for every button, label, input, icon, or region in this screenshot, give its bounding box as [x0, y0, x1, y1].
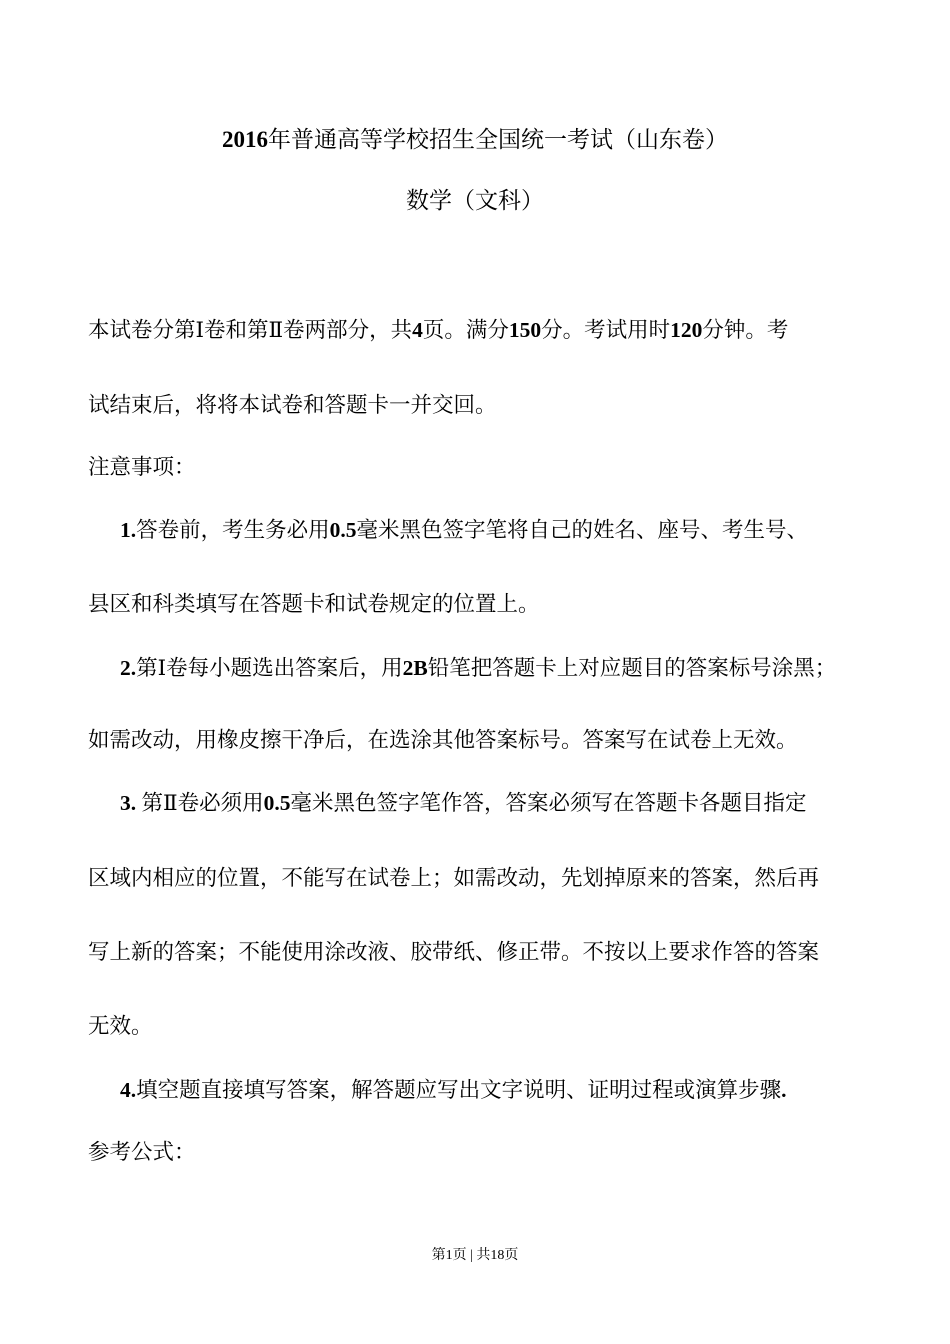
notes-heading: 注意事项：	[88, 455, 196, 479]
footer-text: 第	[431, 1248, 446, 1263]
text-bold: 120	[670, 318, 703, 342]
note-item-3-cont-3: 无效。	[88, 1014, 153, 1038]
text: 毫米黑色签字笔作答，答案必须写在答题卡各题目指定	[290, 791, 807, 815]
text-bold: 0.5	[263, 791, 291, 815]
note-item-1-cont: 县区和科类填写在答题卡和试卷规定的位置上。	[88, 592, 540, 616]
text: 本试卷分第Ⅰ卷和第Ⅱ卷两部分，共	[88, 318, 413, 342]
text-bold: 0.5	[329, 518, 357, 542]
page-title	[0, 125, 950, 155]
note-item-1	[120, 515, 808, 545]
item-number: 1.	[120, 518, 137, 542]
formula-heading: 参考公式：	[88, 1140, 196, 1164]
note-item-3-cont-1: 区域内相应的位置，不能写在试卷上；如需改动，先划掉原来的答案，然后再	[88, 866, 820, 890]
text: 毫米黑色签字笔将自己的姓名、座号、考生号、	[356, 518, 809, 542]
text-bold: .	[781, 1078, 787, 1102]
text: 铅笔把答题卡上对应题目的答案标号涂黑；	[427, 656, 837, 680]
note-item-2	[120, 653, 836, 683]
item-number: 2.	[120, 656, 137, 680]
total-pages: 18	[490, 1248, 505, 1263]
note-item-3-cont-2: 写上新的答案；不能使用涂改液、胶带纸、修正带。不按以上要求作答的答案	[88, 940, 820, 964]
title-text: 年普通高等学校招生全国统一考试（山东卷）	[268, 127, 728, 152]
item-number: 4.	[120, 1078, 137, 1102]
intro-line-2: 试结束后，将将本试卷和答题卡一并交回。	[88, 393, 497, 417]
text: 答卷前，考生务必用	[136, 518, 330, 542]
footer-text: 页 | 共	[452, 1248, 491, 1263]
intro-line-1	[88, 315, 788, 345]
text: 第Ⅱ卷必须用	[141, 791, 264, 815]
text: 分钟。考	[702, 318, 789, 342]
text: 页。满分	[422, 318, 509, 342]
text-bold: 2B	[402, 656, 428, 680]
page-footer	[0, 1241, 950, 1271]
note-item-4	[120, 1075, 787, 1105]
text-bold: 4	[412, 318, 423, 342]
note-item-3	[120, 788, 807, 818]
item-number: 3.	[120, 791, 137, 815]
current-page: 1	[445, 1248, 453, 1263]
text: 分。考试用时	[541, 318, 671, 342]
text: 第Ⅰ卷每小题选出答案后，用	[136, 656, 403, 680]
text: 填空题直接填写答案，解答题应写出文字说明、证明过程或演算步骤	[136, 1078, 782, 1102]
page-subtitle: 数学（文科）	[406, 188, 544, 213]
note-item-2-cont: 如需改动，用橡皮擦干净后，在选涂其他答案标号。答案写在试卷上无效。	[88, 728, 798, 752]
text-bold: 150	[508, 318, 542, 342]
title-year: 2016	[222, 127, 268, 152]
footer-text: 页	[504, 1248, 519, 1263]
